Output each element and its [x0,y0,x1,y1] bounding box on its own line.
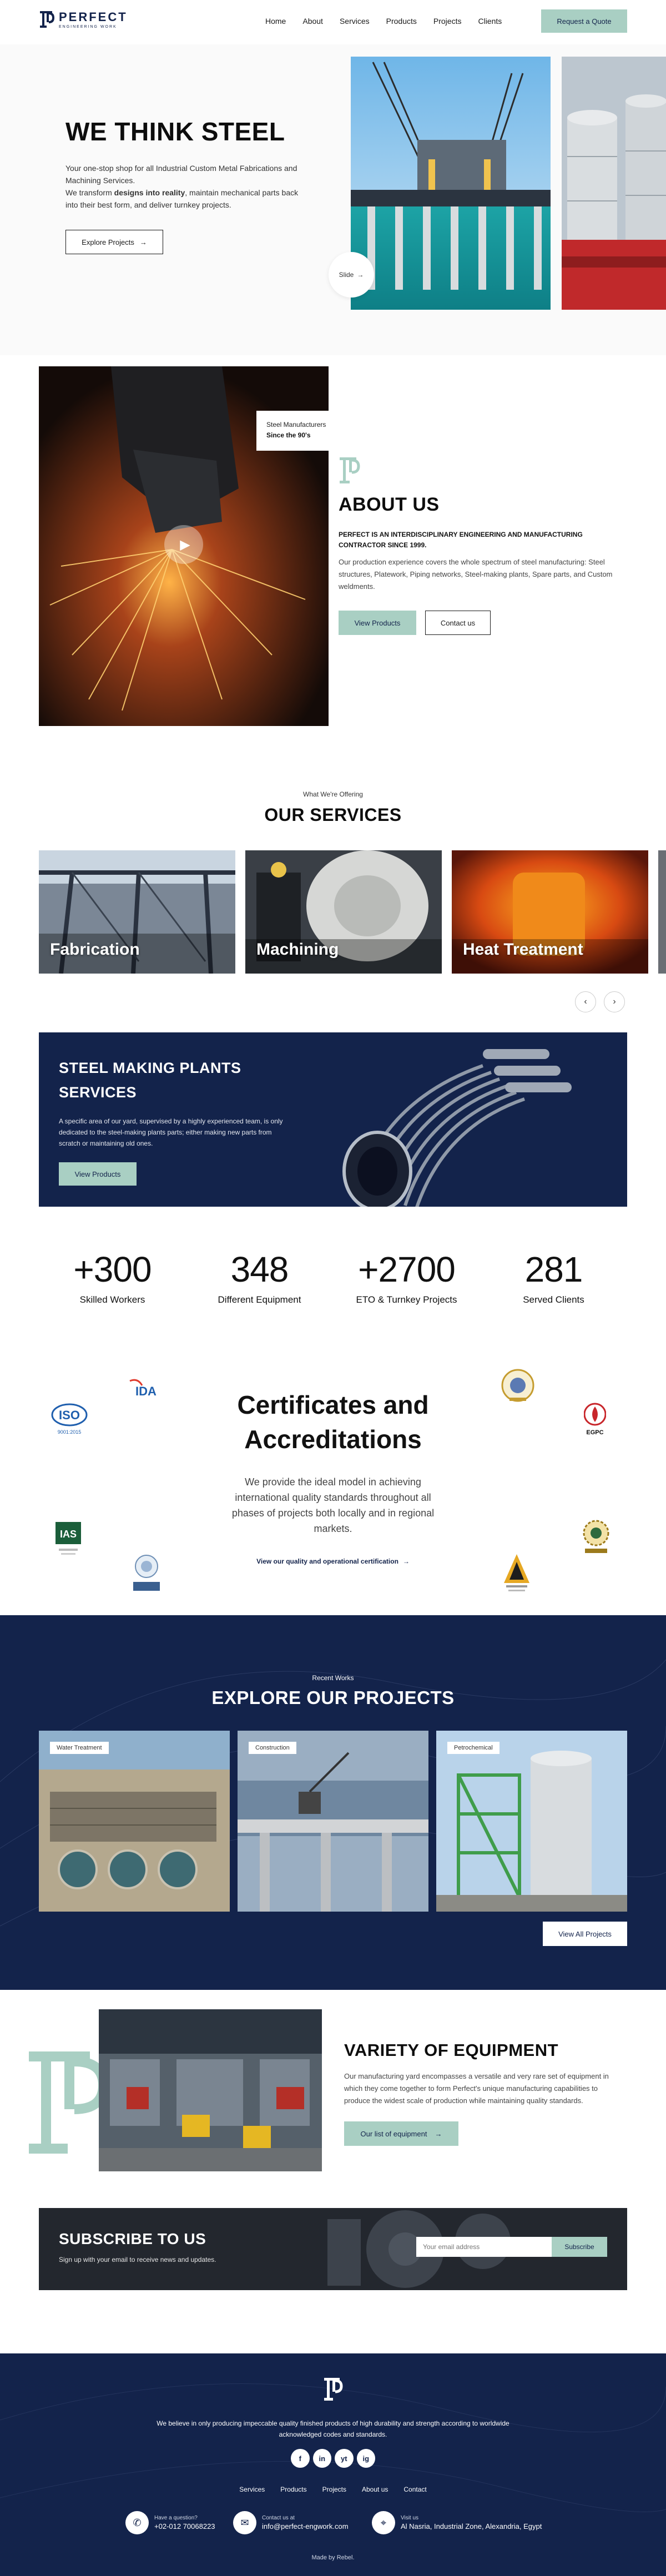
iso-logo-sub: 9001:2015 [57,1429,82,1435]
equipment-list-label: Our list of equipment [360,2129,427,2138]
stat-label: Served Clients [523,1294,584,1305]
service-card-heat-treatment[interactable] [452,850,648,974]
about-body: Our production experience covers the whole spectrum of steel manufacturing: Steel structures, Platework, Piping networks, Steel-making plants, Spare parts, and Custom weldments. [339,558,613,591]
play-icon: ▶ [180,537,190,552]
linkedin-icon[interactable]: in [313,2449,332,2468]
footer-logo-icon [323,2377,343,2402]
service-label-machining: Machining [256,940,339,959]
badge-line-2: Since the 90's [266,431,311,439]
view-all-projects-button[interactable]: View All Projects [543,1922,627,1946]
stats-row [39,1249,627,1315]
project-tag-petrochemical: Petrochemical [447,1742,500,1754]
flame-icon [584,1402,606,1426]
certs-body: We provide the ideal model in achieving international quality standards throughout all phases of projects both locally and in regional markets. [231,1476,435,1534]
steel-plants-banner [39,1032,627,1207]
equipment-body: Our manufacturing yard encompasses a versatile and very rare set of equipment in which they come together to form Perfect's unique manufacturing capabilities to produce the widest scale of production while maintaining quality standards. [344,2072,609,2105]
subscribe-title: SUBSCRIBE TO US [59,2230,206,2247]
service-card-fabrication[interactable] [39,850,235,974]
ida-logo [128,1377,167,1401]
stat-label: Skilled Workers [79,1294,145,1305]
footer-credit[interactable]: Made by Rebel. [311,2554,355,2561]
ias-logo-text: IAS [59,1529,77,1540]
explore-projects-label: Explore Projects [82,238,134,246]
equipment-logo-mark-icon [26,2048,109,2159]
about-logo-icon [339,456,361,485]
iso-logo [51,1403,88,1436]
nav-home[interactable]: Home [265,17,286,26]
ias-logo [54,1521,82,1560]
service-label-fabrication: Fabrication [50,940,140,959]
certs-link-label: View our quality and operational certification [256,1557,398,1565]
projects-eyebrow: Recent Works [312,1674,354,1682]
site-header [0,0,666,44]
footer-contact-phone[interactable] [125,2511,215,2534]
about-title: ABOUT US [339,494,440,515]
site-footer [0,2353,666,2576]
footer-contact-address[interactable] [372,2511,542,2534]
equipment-photo-forklifts [99,2009,322,2171]
contact-us-label: Contact us [440,618,476,627]
stat-value: +2700 [358,1249,455,1289]
egpc-logo [579,1402,610,1441]
hero-photo-tanks [562,57,666,310]
footer-tagline: We believe in only producing impeccable quality finished products of high durability and strength according to worldwide acknowledged codes and standards. [157,2419,509,2438]
footer-link-products[interactable]: Products [280,2486,307,2493]
main-nav [265,17,502,26]
contact-address-value: Al Nasria, Industrial Zone, Alexandria, Egypt [401,2522,542,2530]
arrow-right-icon: → [402,1557,410,1565]
steel-plants-view-products-button[interactable]: View Products [59,1162,137,1186]
view-products-button[interactable]: View Products [339,611,416,635]
service-card-machining[interactable] [245,850,442,974]
footer-link-projects[interactable]: Projects [322,2486,346,2493]
phone-icon: ✆ [125,2511,149,2534]
stat-value: 281 [524,1249,583,1289]
contact-phone-label: Have a question? [154,2515,198,2521]
footer-link-services[interactable]: Services [239,2486,265,2493]
logo-subtext: ENGINEERING WORK [59,25,117,29]
certs-title-line-2: Accreditations [244,1425,422,1454]
slide-button[interactable] [329,252,374,298]
location-pin-icon: ⌖ [372,2511,395,2534]
nav-projects[interactable]: Projects [433,17,462,26]
subscribe-email-input[interactable] [416,2237,552,2257]
contact-us-button[interactable] [425,611,491,635]
hero-para2-pre: We transform [65,188,114,197]
project-card-construction[interactable] [238,1731,428,1912]
service-card-partial [658,850,666,974]
certs-title [0,1388,666,1456]
subscribe-banner [39,2208,627,2290]
egpc-logo-text: EGPC [586,1429,604,1436]
certs-title-line-1: Certificates and [237,1390,429,1419]
steel-plants-title-2: SERVICES [59,1084,137,1101]
footer-contact-email[interactable] [233,2511,349,2534]
steel-plants-title-1: STEEL MAKING PLANTS [59,1060,241,1076]
subscribe-button[interactable]: Subscribe [552,2237,607,2257]
nav-products[interactable]: Products [386,17,417,26]
project-card-petrochemical[interactable] [436,1731,627,1912]
explore-projects-button[interactable] [65,230,163,254]
subscribe-form [416,2237,607,2257]
steel-part-illustration [300,1032,627,1207]
certs-link[interactable] [0,1557,666,1565]
stat-label: Different Equipment [218,1294,301,1305]
contact-email-value: info@perfect-engwork.com [262,2522,349,2530]
play-video-button[interactable] [164,525,203,564]
equipment-list-button[interactable] [344,2121,458,2146]
facebook-icon[interactable]: f [291,2449,310,2468]
mail-icon: ✉ [233,2511,256,2534]
services-prev-button[interactable] [575,991,596,1012]
badge-line-1: Steel Manufacturers [266,421,326,429]
seal-logo-tower [502,1552,532,1594]
stat-value: 348 [230,1249,289,1289]
stat-different-equipment [186,1249,333,1315]
project-tag-water-treatment: Water Treatment [50,1742,109,1754]
youtube-icon[interactable]: yt [335,2449,354,2468]
ida-logo-text: IDA [135,1384,157,1398]
arrow-right-icon: → [435,2129,442,2138]
iso-globe-icon [51,1403,88,1426]
arrow-right-icon: → [357,271,364,279]
hero-title: WE THINK STEEL [65,117,285,146]
contact-address-label: Visit us [401,2515,419,2521]
footer-social-row [291,2449,375,2468]
request-quote-button[interactable]: Request a Quote [541,9,627,33]
nav-about[interactable]: About [302,17,323,26]
logo-mark-icon [39,10,54,29]
about-subtitle: PERFECT IS AN INTERDISCIPLINARY ENGINEERING AND MANUFACTURING CONTRACTOR SINCE 1999. [339,531,583,549]
chevron-left-icon: ‹ [584,997,587,1006]
stat-label: ETO & Turnkey Projects [356,1294,457,1305]
stat-served-clients [480,1249,627,1315]
stat-value: +300 [73,1249,152,1289]
hero-para2-post: , maintain mechanical parts back into their best form, and deliver turnkey projects. [65,188,299,209]
stat-skilled-workers [39,1249,186,1315]
nav-services[interactable]: Services [339,17,370,26]
projects-title: EXPLORE OUR PROJECTS [211,1687,455,1708]
services-next-button[interactable] [604,991,625,1012]
services-title: OUR SERVICES [264,805,402,825]
projects-section [0,1615,666,1990]
contact-email-label: Contact us at [262,2515,295,2521]
iso-logo-text: ISO [59,1408,80,1422]
equipment-title: VARIETY OF EQUIPMENT [344,2040,559,2060]
logo-text: PERFECT [59,10,128,24]
about-badge [256,411,329,451]
footer-link-about[interactable]: About us [362,2486,389,2493]
steel-plants-body: A specific area of our yard, supervised by a highly experienced team, is only dedicated to the steel-making plants parts; either making new parts from scratch or maintaining old ones. [59,1117,283,1147]
hero-paragraph-2 [65,186,310,211]
contact-phone-value: +02-012 70068223 [154,2522,215,2530]
footer-links [0,2486,666,2493]
chevron-right-icon: › [613,997,616,1006]
seal-logo-gear [579,1519,613,1556]
seal-logo-blue [130,1554,163,1594]
arrow-right-icon: → [139,238,147,246]
seal-logo-gold [498,1369,537,1404]
service-label-heat-treatment: Heat Treatment [463,940,583,959]
footer-link-contact[interactable]: Contact [403,2486,427,2493]
instagram-icon[interactable]: ig [357,2449,376,2468]
nav-clients[interactable]: Clients [478,17,502,26]
services-eyebrow: What We're Offering [303,790,363,798]
stat-turnkey-projects [333,1249,480,1315]
slide-label: Slide [339,271,354,279]
logo[interactable] [39,10,128,29]
hero-photo-port [351,57,551,310]
hero-paragraph-1: Your one-stop shop for all Industrial Custom Metal Fabrications and Machining Services. [65,164,297,185]
project-tag-construction: Construction [249,1742,296,1754]
subscribe-subtitle: Sign up with your email to receive news and updates. [59,2256,216,2264]
hero-section [0,44,666,355]
hero-para2-bold: designs into reality [114,188,185,197]
project-card-water-treatment[interactable] [39,1731,230,1912]
